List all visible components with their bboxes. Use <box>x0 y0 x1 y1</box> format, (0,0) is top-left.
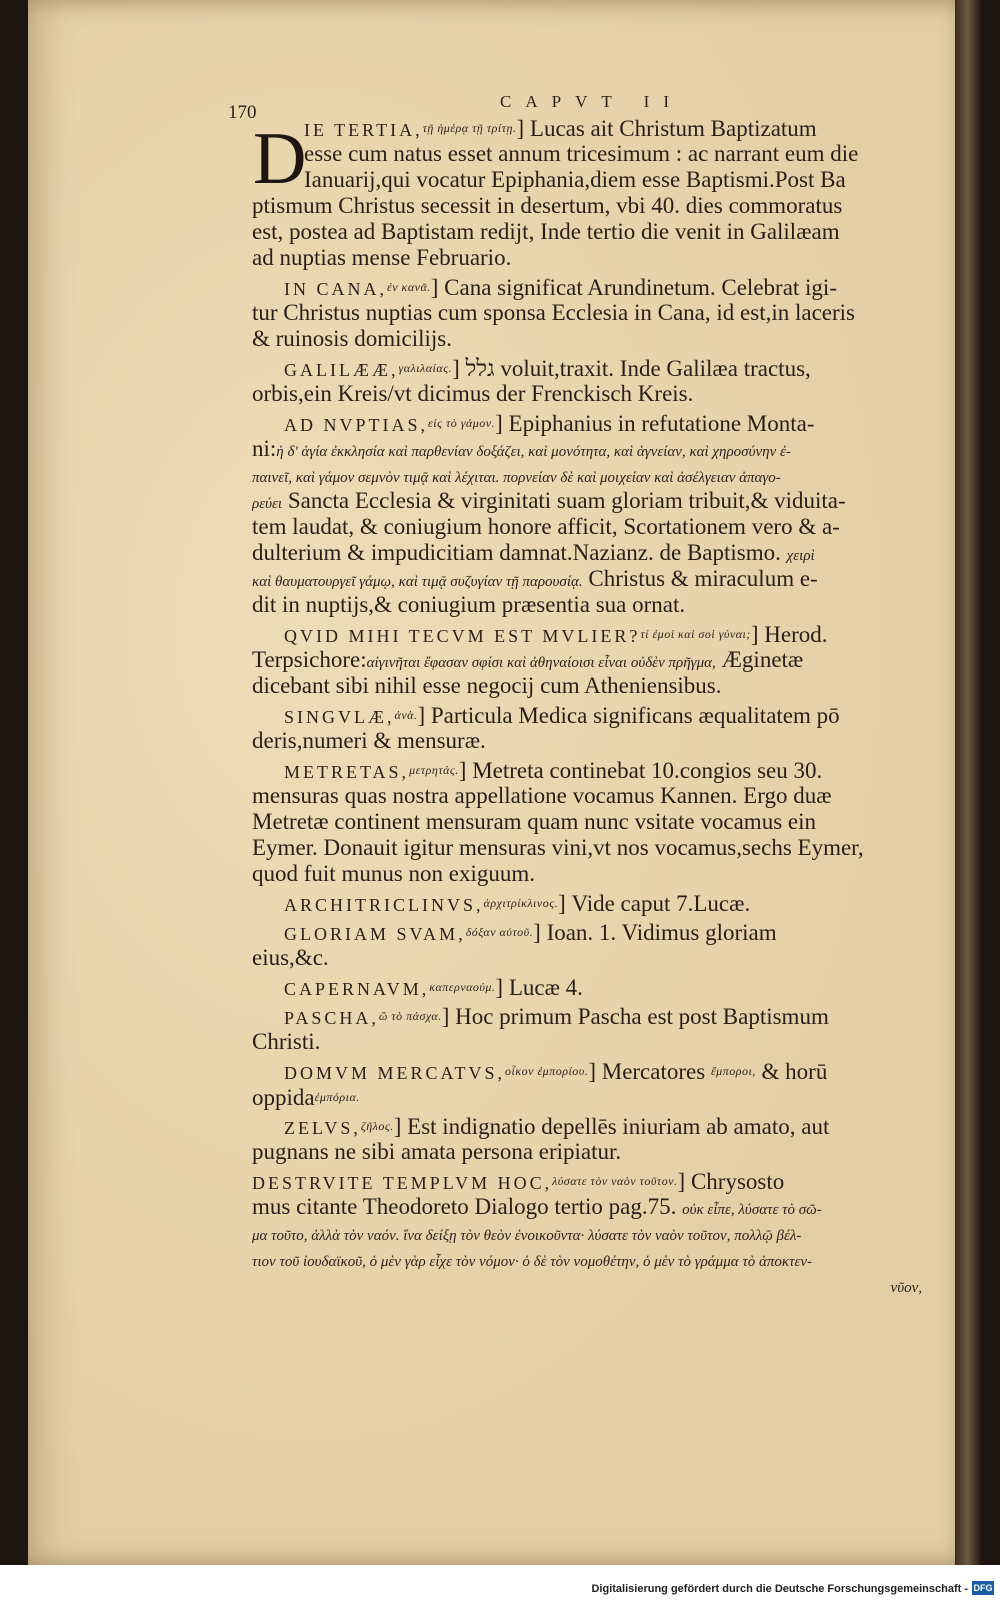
text-line: Ianuarij,qui vocatur Epiphania,diem esse Baptismi.Post Ba <box>304 167 846 192</box>
text-line: Eymer. Donauit igitur mensuras vini,vt nos vocamus,sechs Eymer, <box>252 835 864 860</box>
footer-bar <box>0 1565 1000 1600</box>
text-line: τιον τοῦ ἰουδαϊκοῦ, ὁ μὲν γὰρ εἶχε τὸν νόμον· ὁ δὲ τὸν νομοθέτην, ὁ μὲν τὸ γράμμα τὸ ἀποκτεν- <box>252 1254 813 1270</box>
text-line: IE TERTIA,τῇ ἡμέρᾳ τῇ τρίτῃ.] Lucas ait Christum Baptizatum <box>304 116 817 141</box>
main-text <box>252 115 922 1298</box>
text-line: νῦον, <box>890 1280 922 1296</box>
text-line: SINGVLÆ,ἀνὰ.] Particula Medica significans æqualitatem pō <box>284 703 840 728</box>
text-line: ρεύει Sancta Ecclesia & virginitati suam gloriam tribuit,& viduita- <box>252 488 846 513</box>
text-line: est, postea ad Baptistam redijt, Inde tertio die venit in Galilæam <box>252 219 840 244</box>
text-line: καὶ θαυματουργεῖ γάμῳ, καὶ τιμᾷ συζυγίαν τῇ παρουσίᾳ. Christus & miraculum e- <box>252 566 818 591</box>
text-line: dit in nuptijs,& coniugium præsentia sua ornat. <box>252 592 686 617</box>
text-line: παινεῖ, καὶ γάμον σεμνὸν τιμᾷ καὶ λέχιται. πορνείαν δὲ καὶ μοιχείαν καὶ ἀσέλγειαν ἀπαγο- <box>252 470 781 486</box>
text-line: GLORIAM SVAM,δόξαν αὐτοῦ.] Ioan. 1. Vidimus gloriam <box>284 920 777 945</box>
funding-notice: Digitalisierung gefördert durch die Deutsche Forschungsgemeinschaft - <box>591 1583 968 1595</box>
dfg-logo: DFG <box>973 1583 993 1593</box>
text-line: IN CANA,ἐν κανᾶ.] Cana significat Arundinetum. Celebrat igi- <box>284 275 837 300</box>
text-line: ptismum Christus secessit in desertum, vbi 40. dies commoratus <box>252 193 843 218</box>
text-line: deris,numeri & mensuræ. <box>252 728 486 753</box>
text-line: oppidaἐμπόρια. <box>252 1085 360 1110</box>
text-line: & ruinosis domicilijs. <box>252 326 452 351</box>
text-line: CAPERNAVM,καπερναούμ.] Lucæ 4. <box>284 975 583 1000</box>
text-line: GALILÆÆ,γαλιλαίας.] גלל voluit,traxit. Inde Galilæa tractus, <box>284 356 811 381</box>
text-line: ni:ἡ δ' ἁγία ἐκκλησία καὶ παρθενίαν δοξάζει, καὶ μονότητα, καὶ ἁγνείαν, καὶ χηροσύνην ἐ- <box>252 436 791 461</box>
text-line: QVID MIHI TECVM EST MVLIER?τί ἐμοὶ καὶ σοὶ γύναι;] Herod. <box>284 622 828 647</box>
text-line: DOMVM MERCATVS,οἶκον ἐμπορίου.] Mercatores ἔμποροι, & horū <box>284 1059 828 1084</box>
text-line: dulterium & impudicitiam damnat.Nazianz. de Baptismo. χειρὶ <box>252 540 815 565</box>
text-line: tur Christus nuptias cum sponsa Ecclesia in Cana, id est,in laceris <box>252 300 855 325</box>
text-line: pugnans ne sibi amata persona eripiatur. <box>252 1139 622 1164</box>
text-line: eius,&c. <box>252 945 329 970</box>
text-line: dicebant sibi nihil esse negocij cum Atheniensibus. <box>252 673 722 698</box>
text-line: PASCHA,ὥ τὸ πάσχα.] Hoc primum Pascha est post Baptismum <box>284 1004 829 1029</box>
page-edge <box>955 0 980 1565</box>
text-line: μα τοῦτο, ἀλλὰ τὸν ναόν. ἵνα δείξῃ τὸν θεὸν ἐνοικοῦντα· λύσατε τὸν ναὸν τοῦτον, πολλῷ βέλ- <box>252 1228 802 1244</box>
text-line: DESTRVITE TEMPLVM HOC,λύσατε τὸν ναὸν τοῦτον.] Chrysosto <box>252 1169 785 1194</box>
text-line: esse cum natus esset annum tricesimum : ac narrant eum die <box>304 141 859 166</box>
text-line: Metretæ continent mensuram quam nunc vsitate vocamus ein <box>252 809 816 834</box>
text-line: mensuras quas nostra appellatione vocamus Kannen. Ergo duæ <box>252 783 832 808</box>
text-line: Christi. <box>252 1029 321 1054</box>
running-head: CAPVT II <box>500 92 683 111</box>
text-line: quod fuit munus non exiguum. <box>252 861 536 886</box>
text-line: AD NVPTIAS,εἰς τὸ γάμον.] Epiphanius in refutatione Monta- <box>284 411 815 436</box>
text-line: tem laudat, & coniugium honore afficit, Scortationem vero & a- <box>252 514 840 539</box>
text-line: METRETAS,μετρητάς.] Metreta continebat 10.congios seu 30. <box>284 758 823 783</box>
drop-cap: D <box>253 118 307 200</box>
text-line: ZELVS,ζῆλος.] Est indignatio depellēs iniuriam ab amato, aut <box>284 1114 830 1139</box>
text-line: mus citante Theodoreto Dialogo tertio pag.75. οὐκ εἶπε, λύσατε τὸ σῶ- <box>252 1194 822 1219</box>
text-line: ARCHITRICLINVS,ἀρχιτρίκλινος.] Vide caput 7.Lucæ. <box>284 891 751 916</box>
text-line: orbis,ein Kreis/vt dicimus der Frenckisch Kreis. <box>252 381 694 406</box>
text-line: Terpsichore:αἰγινῆται ἔφασαν σφίσι καὶ ἀθηναίοισι εἶναι οὐδὲν πρῆγμα, Æginetæ <box>252 647 804 672</box>
page-number: 170 <box>228 102 257 123</box>
text-line: ad nuptias mense Februario. <box>252 245 512 270</box>
